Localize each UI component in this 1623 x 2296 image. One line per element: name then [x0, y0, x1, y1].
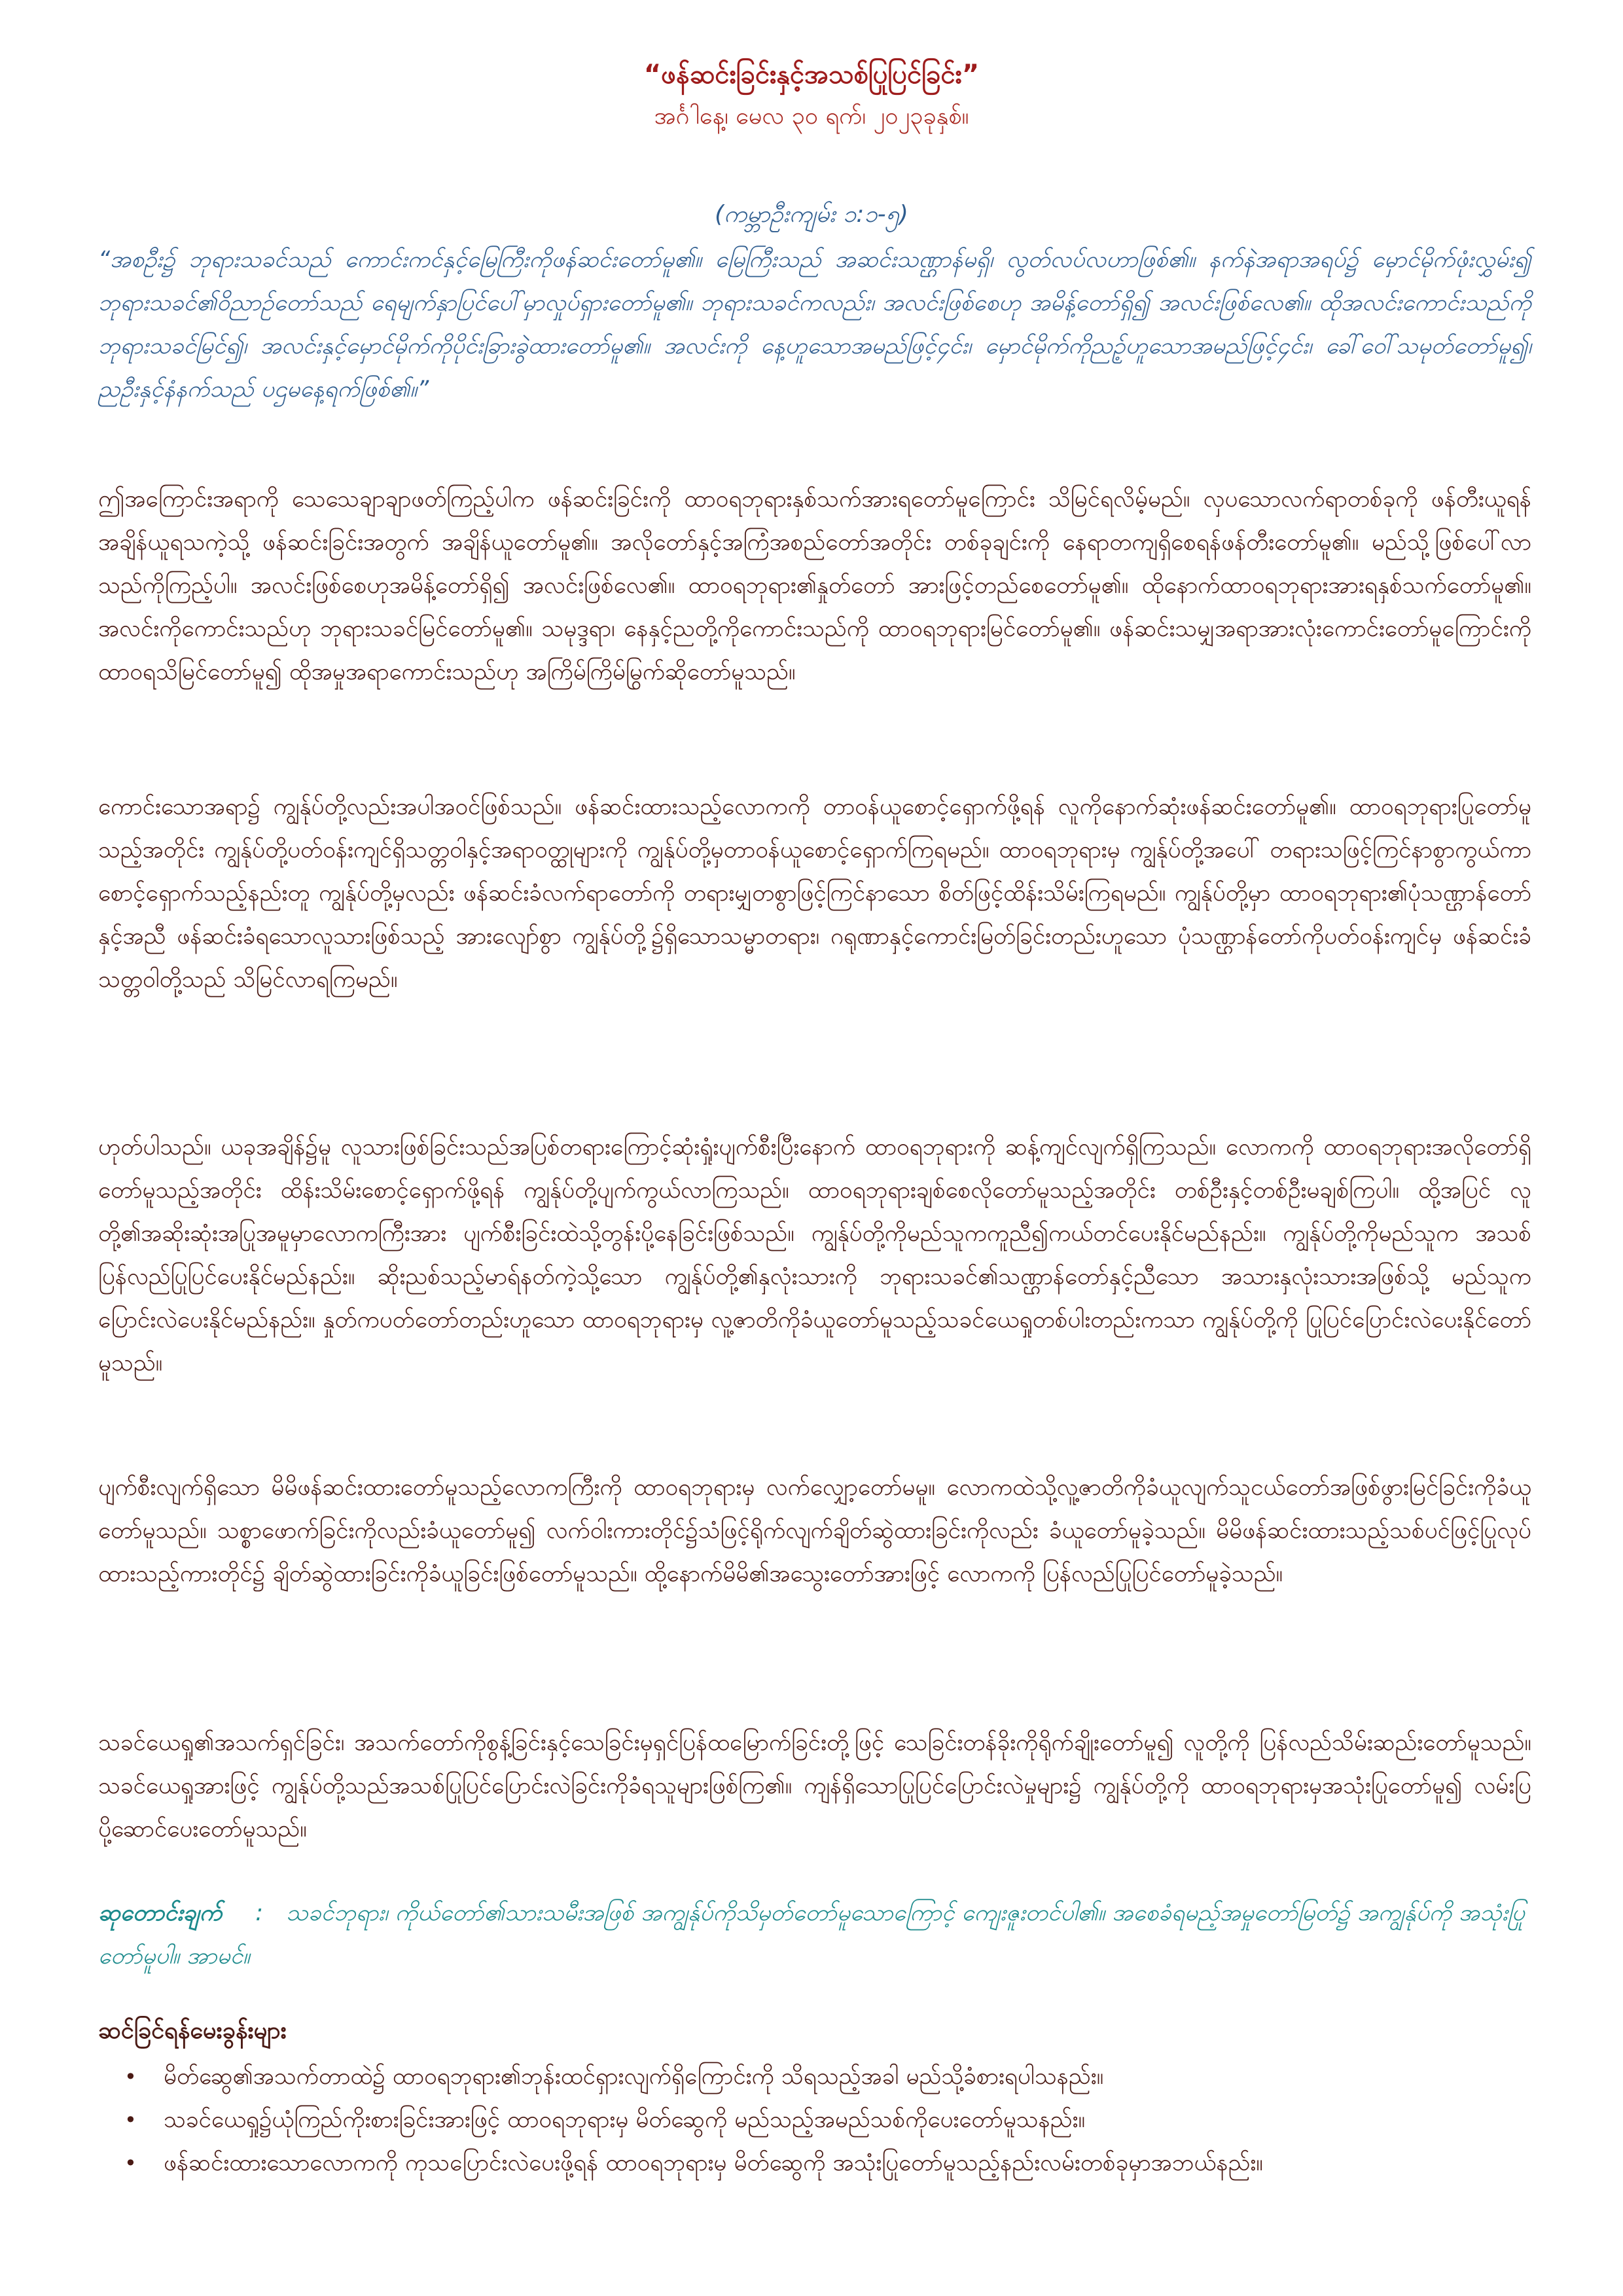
prayer-label: ဆုတောင်းချက် [98, 1900, 223, 1926]
question-text: သခင်ယေရှု၌ယုံကြည်ကိုးစားခြင်းအားဖြင့် ထာဝရဘုရားမှ မိတ်ဆွေကို မည်သည့်အမည်သစ်ကိုပေးတော်မူသနည်း။ [164, 2107, 1086, 2133]
body-paragraph-5: သခင်ယေရှု၏အသက်ရှင်ခြင်း၊ အသက်တော်ကိုစွန့်ခြင်းနှင့်သေခြင်းမှရှင်ပြန်ထမြောက်ခြင်းတို့ဖြင့် သေခြင်းတန်ခိုးကိုရိုက်ချိုးတော်မူ၍ လူတို့ကို ပြန်လည်သိမ်းဆည်းတော်မူသည်။ သခင်ယေရှုအားဖြင့် ကျွန်ုပ်တို့သည်အသစ်ပြုပြင်ပြောင်းလဲခြင်းကိုခံရသူများဖြစ်ကြ၏။ ကျန်ရှိသောပြုပြင်ပြောင်းလဲမှုများ၌ ကျွန်ုပ်တို့ကို ထာဝရဘုရားမှအသုံးပြုတော်မူ၍ လမ်းပြပို့ဆောင်ပေးတော်မူသည်။ [98, 1730, 1531, 1842]
prayer-block [98, 1892, 1531, 1978]
prayer-separator: : [255, 1900, 264, 1926]
bullet-icon: • [124, 2151, 137, 2176]
page-title: “ဖန်ဆင်းခြင်းနှင့်အသစ်ပြုပြင်ခြင်း” [643, 60, 980, 90]
body-paragraph-2: ကောင်းသောအရာ၌ ကျွန်ုပ်တို့လည်းအပါအဝင်ဖြစ်သည်။ ဖန်ဆင်းထားသည့်လောကကို တာဝန်ယူစောင့်ရှောက်ဖို့ရန် လူကိုနောက်ဆုံးဖန်ဆင်းတော်မူ၏။ ထာဝရဘုရားပြုတော်မူသည့်အတိုင်း ကျွန်ုပ်တို့ပတ်ဝန်းကျင်ရှိသတ္တဝါနှင့်အရာဝတ္ထုများကို ကျွန်ုပ်တို့မှတာဝန်ယူစောင့်ရှောက်ကြရမည်။ ထာဝရဘုရားမှ ကျွန်ုပ်တို့အပေါ် တရားသဖြင့်ကြင်နာစွာကွယ်ကာစောင့်ရှောက်သည့်နည်းတူ ကျွန်ုပ်တို့မှလည်း ဖန်ဆင်းခံလက်ရာတော်ကို တရားမျှတစွာဖြင့်ကြင်နာသော စိတ်ဖြင့်ထိန်းသိမ်းကြရမည်။ ကျွန်ုပ်တို့မှာ ထာဝရဘုရား၏ပုံသဏ္ဌာန်တော်နှင့်အညီ ဖန်ဆင်းခံရသောလူသားဖြစ်သည့် အားလျော်စွာ ကျွန်ုပ်တို့၌ရှိသောသမ္မာတရား၊ ဂရုဏာနှင့်ကောင်းမြတ်ခြင်းတည်းဟူသော ပုံသဏ္ဌာန်တော်ကိုပတ်ဝန်းကျင်မှ ဖန်ဆင်းခံသတ္တဝါတို့သည် သိမြင်လာရကြမည်။ [98, 794, 1531, 993]
question-item [98, 2098, 1531, 2142]
prayer-text: သခင်ဘုရား၊ ကိုယ်တော်၏သားသမီးအဖြစ် အကျွန်ုပ်ကိုသိမှတ်တော်မူသောကြောင့် ကျေးဇူးတင်ပါ၏။ အစေခံရမည့်အမှုတော်မြတ်၌ အကျွန်ုပ်ကို အသုံးပြုတော်မူပါ။ အာမင်။ [98, 1900, 1525, 1969]
page-date: အင်္ဂါနေ့၊ မေလ ၃၀ ရက်၊ ၂၀၂၃ခုနှစ်။ [654, 103, 969, 130]
scripture-reference: (ကမ္ဘာဦးကျမ်း ၁:၁-၅) [715, 201, 908, 228]
questions-list [98, 2055, 1531, 2185]
questions-heading: ဆင်ခြင်ရန်မေးခွန်းများ [98, 2017, 287, 2044]
question-text: ဖန်ဆင်းထားသောလောကကို ကုသပြောင်းလဲပေးဖို့ရန် ထာဝရဘုရားမှ မိတ်ဆွေကို အသုံးပြုတော်မူသည့်နည်းလမ်းတစ်ခုမှာအဘယ်နည်း။ [164, 2150, 1263, 2176]
question-item [98, 2055, 1531, 2098]
bullet-icon: • [124, 2108, 137, 2132]
bullet-icon: • [124, 2064, 137, 2089]
body-paragraph-1: ဤအကြောင်းအရာကို သေသေချာချာဖတ်ကြည့်ပါက ဖန်ဆင်းခြင်းကို ထာဝရဘုရားနှစ်သက်အားရတော်မူကြောင်း သိမြင်ရလိမ့်မည်။ လှပသောလက်ရာတစ်ခုကို ဖန်တီးယူရန်အချိန်ယူရသကဲ့သို့ ဖန်ဆင်းခြင်းအတွက် အချိန်ယူတော်မူ၏။ အလိုတော်နှင့်အကြံအစည်တော်အတိုင်း တစ်ခုချင်းကို နေရာတကျရှိစေရန်ဖန်တီးတော်မူ၏။ မည်သို့ဖြစ်ပေါ်လာသည်ကိုကြည့်ပါ။ အလင်းဖြစ်စေဟုအမိန့်တော်ရှိ၍ အလင်းဖြစ်လေ၏။ ထာဝရဘုရား၏နှုတ်တော် အားဖြင့်တည်စေတော်မူ၏။ ထိုနောက်ထာဝရဘုရားအားရနှစ်သက်တော်မူ၏။ အလင်းကိုကောင်းသည်ဟု ဘုရားသခင်မြင်တော်မူ၏။ သမုဒ္ဒရာ၊ နေနှင့်ညတို့ကိုကောင်းသည်ကို ထာဝရဘုရားမြင်တော်မူ၏။ ဖန်ဆင်းသမျှအရာအားလုံးကောင်းတော်မူကြောင်းကို ထာဝရသိမြင်တော်မူ၍ ထိုအမှုအရာကောင်းသည်ဟု အကြိမ်ကြိမ်မြွက်ဆိုတော်မူသည်။ [98, 486, 1531, 685]
body-paragraph-3: ဟုတ်ပါသည်။ ယခုအချိန်၌မူ လူသားဖြစ်ခြင်းသည်အပြစ်တရားကြောင့်ဆုံးရှုံးပျက်စီးပြီးနောက် ထာဝရဘုရားကို ဆန့်ကျင်လျက်ရှိကြသည်။ လောကကို ထာဝရဘုရားအလိုတော်ရှိတော်မူသည့်အတိုင်း ထိန်းသိမ်းစောင့်ရှောက်ဖို့ရန် ကျွန်ုပ်တို့ပျက်ကွယ်လာကြသည်။ ထာဝရဘုရားချစ်စေလိုတော်မူသည့်အတိုင်း တစ်ဦးနှင့်တစ်ဦးမချစ်ကြပါ။ ထို့အပြင် လူတို့၏အဆိုးဆုံးအပြုအမူမှာလောကကြီးအား ပျက်စီးခြင်းထဲသို့တွန်းပို့နေခြင်းဖြစ်သည်။ ကျွန်ုပ်တို့ကိုမည်သူကကူညီ၍ကယ်တင်ပေးနိုင်မည်နည်း။ ကျွန်ုပ်တို့ကိုမည်သူက အသစ်ပြန်လည်ပြုပြင်ပေးနိုင်မည်နည်း။ ဆိုးညစ်သည့်မာရ်နတ်ကဲ့သို့သော ကျွန်ုပ်တို့၏နှလုံးသားကို ဘုရားသခင်၏သဏ္ဌာန်တော်နှင့်ညီသော အသားနှလုံးသားအဖြစ်သို့ မည်သူကပြောင်းလဲပေးနိုင်မည်နည်း။ နှုတ်ကပတ်တော်တည်းဟူသော ထာဝရဘုရားမှ လူ့ဇာတိကိုခံယူတော်မူသည့်သခင်ယေရှုတစ်ပါးတည်းကသာ ကျွန်ုပ်တို့ကို ပြုပြင်ပြောင်းလဲပေးနိုင်တော်မူသည်။ [98, 1134, 1531, 1376]
scripture-text: “အစဦး၌ ဘုရားသခင်သည် ကောင်းကင်နှင့်မြေကြီးကိုဖန်ဆင်းတော်မူ၏။ မြေကြီးသည် အဆင်းသဏ္ဌာန်မရှိ၊ လွတ်လပ်လဟာဖြစ်၏။ နက်နဲအရာအရပ်၌ မှောင်မိုက်ဖုံးလွှမ်း၍ ဘုရားသခင်၏ဝိညာဉ်တော်သည် ရေမျက်နှာပြင်ပေါ်မှာလှုပ်ရှားတော်မူ၏။ ဘုရားသခင်ကလည်း၊ အလင်းဖြစ်စေဟု အမိန့်တော်ရှိ၍ အလင်းဖြစ်လေ၏။ ထိုအလင်းကောင်းသည်ကို ဘုရားသခင်မြင်၍၊ အလင်းနှင့်မှောင်မိုက်ကိုပိုင်းခြားခွဲထားတော်မူ၏။ အလင်းကို နေ့ဟူသောအမည်ဖြင့်၄င်း၊ မှောင်မိုက်ကိုညဉ့်ဟူသောအမည်ဖြင့်၄င်း၊ ခေါ်ဝေါ်သမုတ်တော်မူ၍၊ ညဦးနှင့်နံနက်သည် ပဌမနေ့ရက်ဖြစ်၏။” [98, 247, 1531, 403]
body-paragraph-4: ပျက်စီးလျက်ရှိသော မိမိဖန်ဆင်းထားတော်မူသည့်လောကကြီးကို ထာဝရဘုရားမှ လက်လျှော့တော်မမူ။ လောကထဲသို့လူ့ဇာတိကိုခံယူလျက်သူငယ်တော်အဖြစ်ဖွားမြင်ခြင်းကိုခံယူတော်မူသည်။ သစ္စာဖောက်ခြင်းကိုလည်းခံယူတော်မူ၍ လက်ဝါးကားတိုင်၌သံဖြင့်ရိုက်လျက်ချိတ်ဆွဲထားခြင်းကိုလည်း ခံယူတော်မူခဲ့သည်။ မိမိဖန်ဆင်းထားသည့်သစ်ပင်ဖြင့်ပြုလုပ်ထားသည့်ကားတိုင်၌ ချိတ်ဆွဲထားခြင်းကိုခံယူခြင်းဖြစ်တော်မူသည်။ ထို့နောက်မိမိ၏အသွေးတော်အားဖြင့် လောကကို ပြန်လည်ပြုပြင်တော်မူခဲ့သည်။ [98, 1475, 1531, 1587]
question-item [98, 2142, 1531, 2185]
question-text: မိတ်ဆွေ၏အသက်တာထဲ၌ ထာဝရဘုရား၏ဘုန်းထင်ရှားလျက်ရှိကြောင်းကို သိရသည့်အခါ မည်သို့ခံစားရပါသနည်း။ [164, 2064, 1104, 2090]
